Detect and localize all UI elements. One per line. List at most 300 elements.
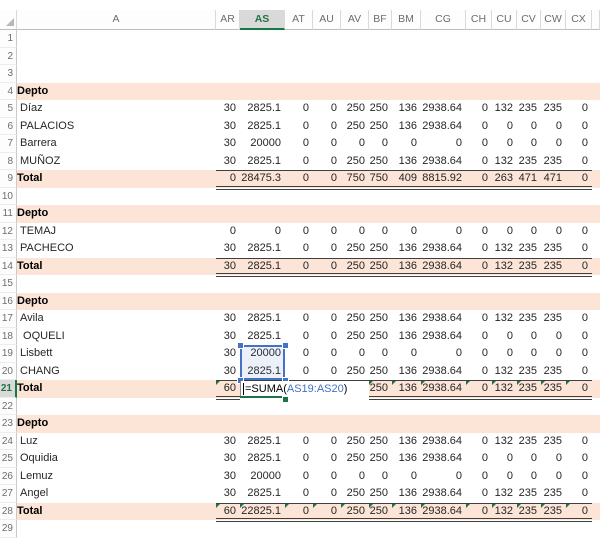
cell-AR-13[interactable]: 30	[216, 240, 240, 258]
cell-CU-12[interactable]: 0	[492, 223, 517, 241]
cell-BM-24[interactable]: 136	[392, 433, 421, 451]
cell-BF-12[interactable]: 0	[369, 223, 392, 241]
cell-AR-5[interactable]: 30	[216, 100, 240, 118]
cell-BM-13[interactable]: 136	[392, 240, 421, 258]
cell-BF-23[interactable]	[369, 415, 392, 433]
cell-CG-5[interactable]: 2938.64	[421, 100, 466, 118]
cell-CV-23[interactable]	[517, 415, 541, 433]
cell-A-18[interactable]: OQUELI	[17, 328, 216, 346]
cell-AR-2[interactable]	[216, 48, 240, 66]
cell-CV-5[interactable]: 235	[517, 100, 541, 118]
cell-AU-18[interactable]: 0	[313, 328, 341, 346]
cell-AU-28[interactable]: 0	[313, 503, 341, 521]
cell-BF-14[interactable]: 250	[369, 258, 392, 276]
cell-BF-4[interactable]	[369, 83, 392, 101]
cell-AR-20[interactable]: 30	[216, 363, 240, 381]
row-header-21[interactable]: 21	[0, 380, 17, 398]
cell-A-19[interactable]: Lisbett	[17, 345, 216, 363]
cell-A-3[interactable]	[17, 65, 216, 83]
cell-A-17[interactable]: Avila	[17, 310, 216, 328]
cell-AV-27[interactable]: 250	[341, 485, 369, 503]
cell-AS-15[interactable]	[240, 275, 285, 293]
cell-CU-1[interactable]	[492, 30, 517, 48]
cell-CH-26[interactable]: 0	[466, 468, 492, 486]
cell-AU-4[interactable]	[313, 83, 341, 101]
cell-AS-16[interactable]	[240, 293, 285, 311]
cell-AT-7[interactable]: 0	[285, 135, 313, 153]
cell-AT-10[interactable]	[285, 188, 313, 206]
cell-BM-3[interactable]	[392, 65, 421, 83]
row-header-1[interactable]: 1	[0, 30, 17, 48]
column-header-AS[interactable]: AS	[240, 10, 285, 30]
cell-CH-7[interactable]: 0	[466, 135, 492, 153]
row-header-17[interactable]: 17	[0, 310, 17, 328]
cell-AV-15[interactable]	[341, 275, 369, 293]
row-header-24[interactable]: 24	[0, 433, 17, 451]
cell-BF-11[interactable]	[369, 205, 392, 223]
cell-AR-4[interactable]	[216, 83, 240, 101]
cell-AV-25[interactable]: 250	[341, 450, 369, 468]
cell-CX-20[interactable]: 0	[566, 363, 592, 381]
cell-AU-25[interactable]: 0	[313, 450, 341, 468]
cell-CV-27[interactable]: 235	[517, 485, 541, 503]
cell-CU-21[interactable]: 132	[492, 380, 517, 398]
cell-BM-22[interactable]	[392, 398, 421, 416]
cell-AV-3[interactable]	[341, 65, 369, 83]
cell-AS-20[interactable]: 2825.1	[240, 363, 285, 381]
cell-AS-10[interactable]	[240, 188, 285, 206]
cell-AT-2[interactable]	[285, 48, 313, 66]
cell-CH-17[interactable]: 0	[466, 310, 492, 328]
row-header-7[interactable]: 7	[0, 135, 17, 153]
cell-CG-26[interactable]: 0	[421, 468, 466, 486]
cell-CG-19[interactable]: 0	[421, 345, 466, 363]
cell-AS-17[interactable]: 2825.1	[240, 310, 285, 328]
column-header-BF[interactable]: BF	[369, 10, 392, 30]
cell-CU-15[interactable]	[492, 275, 517, 293]
cell-CG-23[interactable]	[421, 415, 466, 433]
cell-CH-25[interactable]: 0	[466, 450, 492, 468]
cell-CG-1[interactable]	[421, 30, 466, 48]
depto-label-row11[interactable]: Depto	[17, 205, 216, 223]
cell-AT-8[interactable]: 0	[285, 153, 313, 171]
cell-BM-14[interactable]: 136	[392, 258, 421, 276]
cell-CH-22[interactable]	[466, 398, 492, 416]
cell-AS-24[interactable]: 2825.1	[240, 433, 285, 451]
total-label-row21[interactable]: Total	[17, 380, 216, 398]
cell-CG-15[interactable]	[421, 275, 466, 293]
cell-A-10[interactable]	[17, 188, 216, 206]
cell-BM-10[interactable]	[392, 188, 421, 206]
cell-AV-4[interactable]	[341, 83, 369, 101]
cell-CW-5[interactable]: 235	[541, 100, 566, 118]
cell-CG-12[interactable]: 0	[421, 223, 466, 241]
cell-CW-17[interactable]: 235	[541, 310, 566, 328]
cell-AU-8[interactable]: 0	[313, 153, 341, 171]
cell-CV-13[interactable]: 235	[517, 240, 541, 258]
total-label-row14[interactable]: Total	[17, 258, 216, 276]
cell-CX-15[interactable]	[566, 275, 592, 293]
cell-CV-21[interactable]: 235	[517, 380, 541, 398]
cell-CU-27[interactable]: 132	[492, 485, 517, 503]
cell-BM-8[interactable]: 136	[392, 153, 421, 171]
cell-AS-19[interactable]: 20000	[240, 345, 285, 363]
cell-AV-16[interactable]	[341, 293, 369, 311]
column-header-AR[interactable]: AR	[216, 10, 240, 30]
cell-AR-18[interactable]: 30	[216, 328, 240, 346]
cell-CV-25[interactable]: 0	[517, 450, 541, 468]
cell-AV-20[interactable]: 250	[341, 363, 369, 381]
cell-CH-3[interactable]	[466, 65, 492, 83]
cell-AT-5[interactable]: 0	[285, 100, 313, 118]
row-header-2[interactable]: 2	[0, 48, 17, 66]
cell-AR-19[interactable]: 30	[216, 345, 240, 363]
cell-CX-16[interactable]	[566, 293, 592, 311]
cell-CW-14[interactable]: 235	[541, 258, 566, 276]
cell-CV-6[interactable]: 0	[517, 118, 541, 136]
cell-CW-24[interactable]: 235	[541, 433, 566, 451]
cell-AV-11[interactable]	[341, 205, 369, 223]
cell-AT-1[interactable]	[285, 30, 313, 48]
cell-AR-15[interactable]	[216, 275, 240, 293]
cell-AR-17[interactable]: 30	[216, 310, 240, 328]
row-header-23[interactable]: 23	[0, 415, 17, 433]
cell-AR-6[interactable]: 30	[216, 118, 240, 136]
cell-BM-11[interactable]	[392, 205, 421, 223]
cell-CX-24[interactable]: 0	[566, 433, 592, 451]
cell-BF-24[interactable]: 250	[369, 433, 392, 451]
row-header-4[interactable]: 4	[0, 83, 17, 101]
cell-AT-20[interactable]: 0	[285, 363, 313, 381]
row-header-19[interactable]: 19	[0, 345, 17, 363]
cell-AS-8[interactable]: 2825.1	[240, 153, 285, 171]
cell-AU-9[interactable]: 0	[313, 170, 341, 188]
cell-AR-3[interactable]	[216, 65, 240, 83]
cell-AT-13[interactable]: 0	[285, 240, 313, 258]
cell-AU-26[interactable]: 0	[313, 468, 341, 486]
cell-CU-28[interactable]: 132	[492, 503, 517, 521]
cell-BM-4[interactable]	[392, 83, 421, 101]
cell-CG-13[interactable]: 2938.64	[421, 240, 466, 258]
cell-CH-13[interactable]: 0	[466, 240, 492, 258]
row-header-14[interactable]: 14	[0, 258, 17, 276]
cell-BM-6[interactable]: 136	[392, 118, 421, 136]
cell-BM-2[interactable]	[392, 48, 421, 66]
cell-CG-22[interactable]	[421, 398, 466, 416]
cell-CH-16[interactable]	[466, 293, 492, 311]
cell-CV-4[interactable]	[517, 83, 541, 101]
cell-A-27[interactable]: Angel	[17, 485, 216, 503]
cell-AT-11[interactable]	[285, 205, 313, 223]
cell-BM-20[interactable]: 136	[392, 363, 421, 381]
cell-AS-2[interactable]	[240, 48, 285, 66]
cell-CU-5[interactable]: 132	[492, 100, 517, 118]
cell-CX-7[interactable]: 0	[566, 135, 592, 153]
cell-CV-1[interactable]	[517, 30, 541, 48]
cell-AU-22[interactable]	[313, 398, 341, 416]
cell-CX-22[interactable]	[566, 398, 592, 416]
cell-AU-15[interactable]	[313, 275, 341, 293]
cell-CX-6[interactable]: 0	[566, 118, 592, 136]
cell-CX-19[interactable]: 0	[566, 345, 592, 363]
cell-AU-17[interactable]: 0	[313, 310, 341, 328]
column-header-CX[interactable]: CX	[566, 10, 592, 30]
cell-BF-22[interactable]	[369, 398, 392, 416]
cell-A-6[interactable]: PALACIOS	[17, 118, 216, 136]
cell-AU-12[interactable]: 0	[313, 223, 341, 241]
cell-BF-2[interactable]	[369, 48, 392, 66]
cell-AT-28[interactable]: 0	[285, 503, 313, 521]
cell-CV-22[interactable]	[517, 398, 541, 416]
cell-BM-18[interactable]: 136	[392, 328, 421, 346]
cell-AU-11[interactable]	[313, 205, 341, 223]
cell-AU-20[interactable]: 0	[313, 363, 341, 381]
cell-CW-26[interactable]: 0	[541, 468, 566, 486]
cell-CW-28[interactable]: 235	[541, 503, 566, 521]
cell-BF-15[interactable]	[369, 275, 392, 293]
cell-CV-7[interactable]: 0	[517, 135, 541, 153]
cell-BM-21[interactable]: 136	[392, 380, 421, 398]
cell-CX-21[interactable]: 0	[566, 380, 592, 398]
cell-AR-24[interactable]: 30	[216, 433, 240, 451]
depto-label-row4[interactable]: Depto	[17, 83, 216, 101]
cell-BM-29[interactable]	[392, 520, 421, 538]
cell-AV-19[interactable]: 0	[341, 345, 369, 363]
cell-CW-25[interactable]: 0	[541, 450, 566, 468]
cell-CV-17[interactable]: 235	[517, 310, 541, 328]
cell-CX-28[interactable]: 0	[566, 503, 592, 521]
cell-AR-28[interactable]: 60	[216, 503, 240, 521]
cell-CH-10[interactable]	[466, 188, 492, 206]
cell-CV-10[interactable]	[517, 188, 541, 206]
row-header-15[interactable]: 15	[0, 275, 17, 293]
cell-CX-10[interactable]	[566, 188, 592, 206]
cell-AT-26[interactable]: 0	[285, 468, 313, 486]
cell-CV-11[interactable]	[517, 205, 541, 223]
cell-CU-8[interactable]: 132	[492, 153, 517, 171]
cell-AT-14[interactable]: 0	[285, 258, 313, 276]
cell-BF-25[interactable]: 250	[369, 450, 392, 468]
cell-CG-17[interactable]: 2938.64	[421, 310, 466, 328]
selection-handle-tl[interactable]	[237, 342, 244, 349]
cell-CX-13[interactable]: 0	[566, 240, 592, 258]
row-header-25[interactable]: 25	[0, 450, 17, 468]
depto-label-row23[interactable]: Depto	[17, 415, 216, 433]
cell-AU-1[interactable]	[313, 30, 341, 48]
cell-AV-22[interactable]	[341, 398, 369, 416]
cell-AV-23[interactable]	[341, 415, 369, 433]
cell-CV-29[interactable]	[517, 520, 541, 538]
cell-AU-7[interactable]: 0	[313, 135, 341, 153]
cell-CU-19[interactable]: 0	[492, 345, 517, 363]
cell-CW-21[interactable]: 235	[541, 380, 566, 398]
row-header-16[interactable]: 16	[0, 293, 17, 311]
cell-BM-23[interactable]	[392, 415, 421, 433]
cell-AS-14[interactable]: 2825.1	[240, 258, 285, 276]
cell-AU-13[interactable]: 0	[313, 240, 341, 258]
cell-AR-23[interactable]	[216, 415, 240, 433]
cell-BF-13[interactable]: 250	[369, 240, 392, 258]
cell-BF-20[interactable]: 250	[369, 363, 392, 381]
cell-CU-13[interactable]: 132	[492, 240, 517, 258]
cell-CU-25[interactable]: 0	[492, 450, 517, 468]
cell-A-26[interactable]: Lemuz	[17, 468, 216, 486]
cell-AS-1[interactable]	[240, 30, 285, 48]
cell-AR-8[interactable]: 30	[216, 153, 240, 171]
cell-AS-6[interactable]: 2825.1	[240, 118, 285, 136]
cell-CG-10[interactable]	[421, 188, 466, 206]
cell-CG-3[interactable]	[421, 65, 466, 83]
cell-CV-12[interactable]: 0	[517, 223, 541, 241]
cell-AT-29[interactable]	[285, 520, 313, 538]
cell-BF-26[interactable]: 0	[369, 468, 392, 486]
cell-BM-28[interactable]: 136	[392, 503, 421, 521]
column-header-BM[interactable]: BM	[392, 10, 421, 30]
cell-AV-12[interactable]: 0	[341, 223, 369, 241]
cell-AU-23[interactable]	[313, 415, 341, 433]
column-header-AT[interactable]: AT	[285, 10, 313, 30]
cell-CG-25[interactable]: 2938.64	[421, 450, 466, 468]
cell-BM-1[interactable]	[392, 30, 421, 48]
cell-AU-6[interactable]: 0	[313, 118, 341, 136]
cell-CX-3[interactable]	[566, 65, 592, 83]
cell-AV-1[interactable]	[341, 30, 369, 48]
row-header-10[interactable]: 10	[0, 188, 17, 206]
cell-CU-6[interactable]: 0	[492, 118, 517, 136]
cell-BF-18[interactable]: 250	[369, 328, 392, 346]
cell-AV-7[interactable]: 0	[341, 135, 369, 153]
cell-AR-1[interactable]	[216, 30, 240, 48]
cell-CU-14[interactable]: 132	[492, 258, 517, 276]
row-header-22[interactable]: 22	[0, 398, 17, 416]
column-header-A[interactable]: A	[17, 10, 216, 30]
cell-CH-8[interactable]: 0	[466, 153, 492, 171]
cell-CH-20[interactable]: 0	[466, 363, 492, 381]
cell-CX-11[interactable]	[566, 205, 592, 223]
cell-CW-10[interactable]	[541, 188, 566, 206]
cell-CW-19[interactable]: 0	[541, 345, 566, 363]
cell-CG-20[interactable]: 2938.64	[421, 363, 466, 381]
cell-A-12[interactable]: TEMAJ	[17, 223, 216, 241]
row-header-3[interactable]: 3	[0, 65, 17, 83]
cell-CV-15[interactable]	[517, 275, 541, 293]
cell-AV-28[interactable]: 250	[341, 503, 369, 521]
cell-CX-12[interactable]: 0	[566, 223, 592, 241]
cell-AU-19[interactable]: 0	[313, 345, 341, 363]
cell-AT-15[interactable]	[285, 275, 313, 293]
cell-CU-3[interactable]	[492, 65, 517, 83]
cell-CW-20[interactable]: 235	[541, 363, 566, 381]
cell-CW-7[interactable]: 0	[541, 135, 566, 153]
cell-CH-2[interactable]	[466, 48, 492, 66]
cell-CH-5[interactable]: 0	[466, 100, 492, 118]
cell-CX-1[interactable]	[566, 30, 592, 48]
cell-AU-14[interactable]: 0	[313, 258, 341, 276]
cell-CG-2[interactable]	[421, 48, 466, 66]
cell-AT-3[interactable]	[285, 65, 313, 83]
cell-AT-4[interactable]	[285, 83, 313, 101]
cell-BF-9[interactable]: 750	[369, 170, 392, 188]
cell-CG-8[interactable]: 2938.64	[421, 153, 466, 171]
cell-CH-11[interactable]	[466, 205, 492, 223]
cell-AV-9[interactable]: 750	[341, 170, 369, 188]
cell-CX-14[interactable]: 0	[566, 258, 592, 276]
cell-AT-18[interactable]: 0	[285, 328, 313, 346]
cell-CU-17[interactable]: 132	[492, 310, 517, 328]
cell-BF-28[interactable]: 250	[369, 503, 392, 521]
cell-BF-5[interactable]: 250	[369, 100, 392, 118]
cell-AV-18[interactable]: 250	[341, 328, 369, 346]
depto-label-row16[interactable]: Depto	[17, 293, 216, 311]
cell-CH-24[interactable]: 0	[466, 433, 492, 451]
cell-BM-25[interactable]: 136	[392, 450, 421, 468]
cell-CG-27[interactable]: 2938.64	[421, 485, 466, 503]
cell-BF-21[interactable]: 250	[369, 380, 392, 398]
select-all-corner[interactable]	[0, 10, 17, 30]
cell-BM-17[interactable]: 136	[392, 310, 421, 328]
cell-BF-6[interactable]: 250	[369, 118, 392, 136]
cell-CH-18[interactable]: 0	[466, 328, 492, 346]
row-header-11[interactable]: 11	[0, 205, 17, 223]
cell-BM-15[interactable]	[392, 275, 421, 293]
cell-CW-18[interactable]: 0	[541, 328, 566, 346]
cell-CW-29[interactable]	[541, 520, 566, 538]
cell-CU-22[interactable]	[492, 398, 517, 416]
cell-CH-1[interactable]	[466, 30, 492, 48]
cell-BF-1[interactable]	[369, 30, 392, 48]
cell-CU-4[interactable]	[492, 83, 517, 101]
cell-CX-17[interactable]: 0	[566, 310, 592, 328]
cell-AT-12[interactable]: 0	[285, 223, 313, 241]
cell-CX-8[interactable]: 0	[566, 153, 592, 171]
cell-CG-24[interactable]: 2938.64	[421, 433, 466, 451]
selection-handle-tr[interactable]	[282, 342, 289, 349]
cell-A-29[interactable]	[17, 520, 216, 538]
cell-BF-10[interactable]	[369, 188, 392, 206]
cell-AV-10[interactable]	[341, 188, 369, 206]
cell-AS-25[interactable]: 2825.1	[240, 450, 285, 468]
cell-BM-16[interactable]	[392, 293, 421, 311]
cell-AR-7[interactable]: 30	[216, 135, 240, 153]
cell-AR-27[interactable]: 30	[216, 485, 240, 503]
cell-AV-5[interactable]: 250	[341, 100, 369, 118]
cell-AU-5[interactable]: 0	[313, 100, 341, 118]
cell-CW-3[interactable]	[541, 65, 566, 83]
cell-CH-19[interactable]: 0	[466, 345, 492, 363]
cell-AU-29[interactable]	[313, 520, 341, 538]
row-header-13[interactable]: 13	[0, 240, 17, 258]
cell-AS-9[interactable]: 28475.3	[240, 170, 285, 188]
cell-CG-29[interactable]	[421, 520, 466, 538]
cell-AR-9[interactable]: 0	[216, 170, 240, 188]
cell-BM-19[interactable]: 0	[392, 345, 421, 363]
cell-CG-7[interactable]: 0	[421, 135, 466, 153]
cell-AR-12[interactable]: 0	[216, 223, 240, 241]
cell-AS-27[interactable]: 2825.1	[240, 485, 285, 503]
cell-AV-6[interactable]: 250	[341, 118, 369, 136]
cell-CH-15[interactable]	[466, 275, 492, 293]
cell-CG-16[interactable]	[421, 293, 466, 311]
cell-CW-9[interactable]: 471	[541, 170, 566, 188]
cell-AS-29[interactable]	[240, 520, 285, 538]
cell-AS-28[interactable]: 22825.1	[240, 503, 285, 521]
cell-CV-26[interactable]: 0	[517, 468, 541, 486]
cell-AR-14[interactable]: 30	[216, 258, 240, 276]
cell-AV-26[interactable]: 0	[341, 468, 369, 486]
cell-AR-29[interactable]	[216, 520, 240, 538]
column-header-CH[interactable]: CH	[466, 10, 492, 30]
cell-BM-27[interactable]: 136	[392, 485, 421, 503]
